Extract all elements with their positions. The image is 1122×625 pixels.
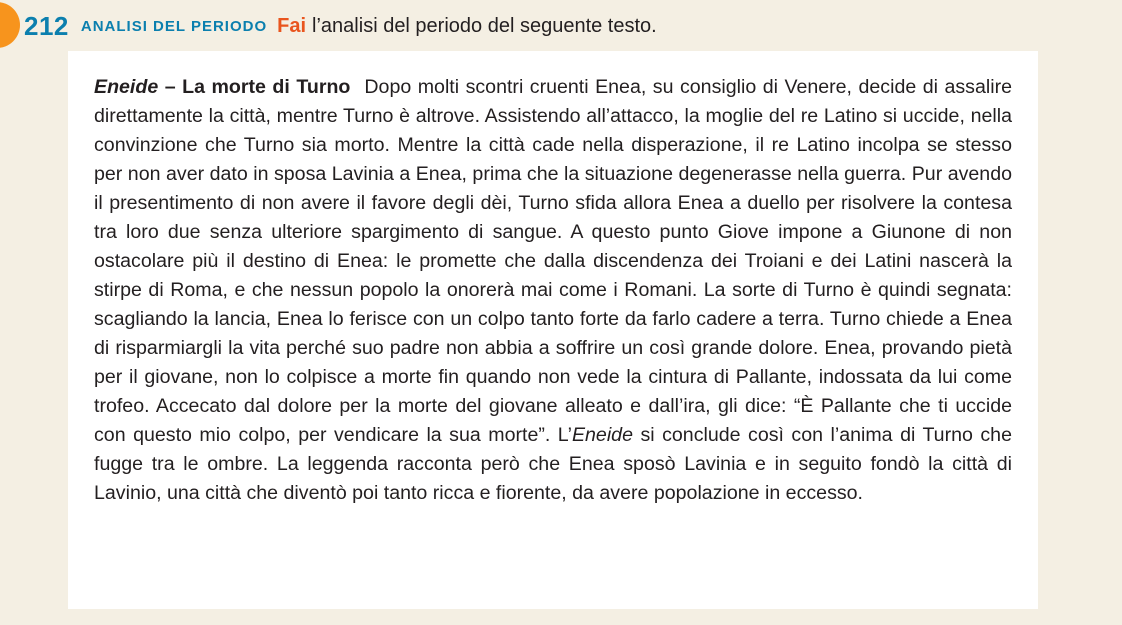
exercise-command: Fai — [277, 14, 307, 37]
passage-title-work: Eneide — [94, 76, 159, 98]
passage-title-rest: La morte di Turno — [182, 76, 351, 98]
exercise-header — [24, 6, 1102, 46]
passage-box — [68, 51, 1038, 609]
passage-body-part2: si conclude così con l’anima di Turno che fugge tra le ombre. La leggenda racconta però che Enea sposò Lavinia e in seguito fondò la città di Lavinio, una città che diventò poi tanto ricca e fiorente, da avere popolazione in eccesso. — [94, 424, 1012, 504]
exercise-section-label: ANALISI DEL PERIODO — [80, 17, 268, 35]
passage-body-part1: Dopo molti scontri cruenti Enea, su consiglio di Venere, decide di assalire direttamente la città, mentre Turno è altrove. Assistendo all’attacco, la moglie del re Latino si uccide, nella convinzione che Turno sia morto. Mentre la città cade nella disperazione, il re Latino incolpa se stesso per non aver dato in sposa Lavinia a Enea, prima che la situazione degenerasse nella guerra. Pur avendo il presentimento di non avere il favore degli dèi, Turno sfida allora Enea a duello per risolvere la contesa tra loro due senza ulteriore spargimento di sangue. A questo punto Giove impone a Giunone di non ostacolare più il destino di Enea: le promette che dalla discendenza dei Troiani e dei Latini nascerà la stirpe di Roma, e che nessun popolo la onorerà mai come i Romani. La sorte di Turno è quindi segnata: scagliando la lancia, Enea lo ferisce con un colpo tanto forte da farlo cadere a terra. Turno chiede a Enea di risparmiargli la vita perché suo padre non abbia a soffrire un così grande dolore. Enea, provando pietà per il giovane, non lo colpisce a morte fin quando non vede la cintura di Pallante, indossata da lui come trofeo. Accecato dal dolore per la morte del giovane alleato e dall’ira, gli dice: “È Pallante che ti uccide con questo mio colpo, per vendicare la sua morte”. L’ — [94, 76, 1012, 446]
exercise-instruction: l’analisi del periodo del seguente testo. — [312, 14, 657, 37]
passage-title — [94, 76, 350, 98]
exercise-bullet-marker — [0, 2, 20, 48]
exercise-number: 212 — [24, 10, 69, 41]
passage-title-separator: – — [158, 76, 183, 98]
passage-body-italic: Eneide — [571, 424, 633, 446]
passage-text — [94, 73, 1012, 508]
